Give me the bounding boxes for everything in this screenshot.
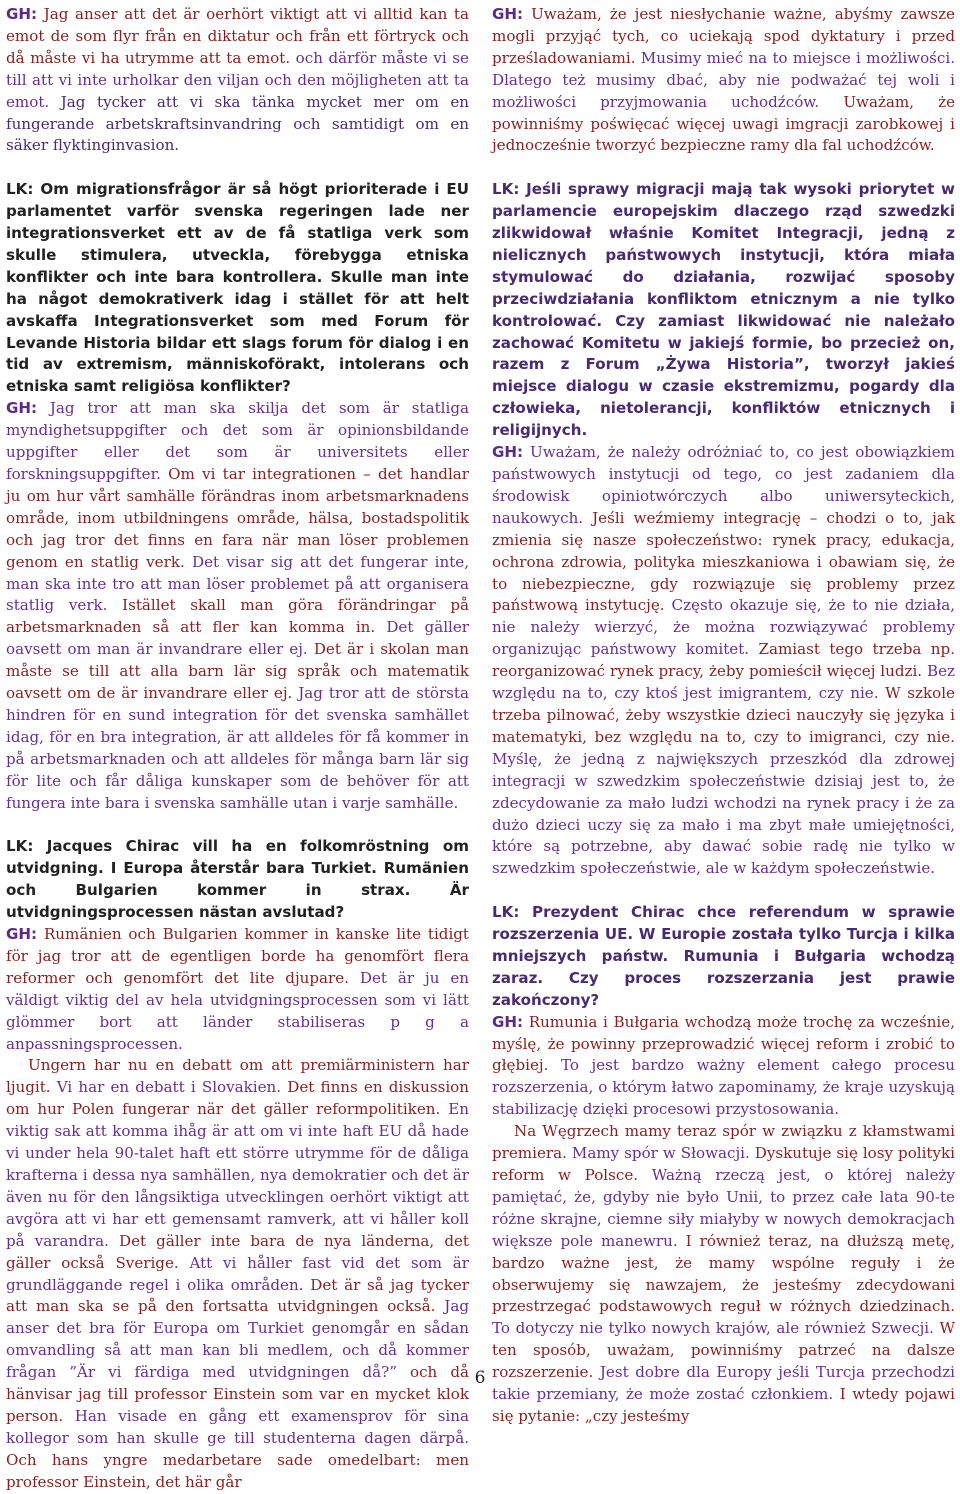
pl-paragraph [492,902,955,1012]
text-run: och då hänvisar jag till professor Einstein som var en mycket klok person. [6,1363,469,1425]
speaker-label-gh: GH: [6,5,38,23]
text-run: En viktig sak att komma ihåg är att om vi inte haft EU då hade vi under hela 90-talet haft ett större utrymme för de dåliga krafterna i dessa nya samhällen, nya demokratier och det är även nu för den långsiktiga utvecklingen oerhört viktigt att avgöra att vi har ett gemensamt ramverk, att vi håller koll på varandra. [6,1100,469,1250]
pl-paragraph [492,4,955,157]
text-run: Att vi håller fast vid det som är grundläggande regel i olika områden. [6,1253,469,1294]
sv-paragraph [6,1055,469,1493]
text-run: Uważam, że jest niesłychanie ważne, abyśmy zawsze mogli przyjąć tych, co uciekają spod dyktatury i przed prześladowaniami. [492,5,955,67]
text-run: Na Węgrzech mamy teraz spór w związku z kłamstwami premiera. [492,1122,955,1163]
right-column-polish [492,4,955,1428]
text-run: Det gäller inte bara de nya länderna, det gäller också Sverige. [6,1231,469,1272]
sv-paragraph [6,924,469,1055]
sv-paragraph [6,398,469,814]
text-run: I wtedy pojawi się pytanie: „czy jesteśmy [492,1385,956,1425]
text-run: Det visar sig att det fungerar inte, man ska inte tro att man löser problemet på att organisera statlig verk. [6,552,470,615]
text-run: Istället skall man göra förändringar på arbetsmarknaden så att fler kan komma in. [6,596,469,637]
text-run: Det gäller oavsett om man är invandrare eller ej. [6,618,469,659]
page-number: 6 [474,1368,486,1388]
text-run: Uważam, że powinniśmy poświęcać więcej uwagi imgracji zarobkowej i jednocześnie tworzyć bezpieczne ramy dla fal uchodźców. [492,92,955,155]
text-run: Det är så jag tycker att man ska se på den fortsatta utvidgningen också. [6,1275,469,1316]
sv-paragraph [6,179,469,398]
text-run: Uważam, że należy odróżniać to, co jest obowiązkiem państwowych instytucji od tego, co jest zadaniem dla środowisk opiniotwórczych albo uniwersyteckich, naukowych. [492,443,955,527]
speaker-label-gh: GH: [6,399,38,418]
text-run: Vi har en debatt i Slovakien. [56,1078,288,1097]
text-run: I również teraz, na dłuższą metę, bardzo ważne jest, że mamy wspólne reguły i że obserwujemy się nawzajem, że jesteśmy zdecydowani przestrzegać podstawowych reguł w różnych dziedzinach. [492,1231,955,1316]
text-run: To dotyczy nie tylko nowych krajów, ale również Szwecji. [492,1319,940,1338]
pl-paragraph [492,442,955,880]
text-run: Jag tror att man ska skilja det som är statliga myndighetsuppgifter och det som är opinionsbildande uppgifter eller det som är universitets eller forskningsuppgifter. [6,399,469,484]
pl-paragraph [492,179,955,442]
text-run: Han visade en gång ett examensprov för sina kollegor som han skulle ge till studenterna dagen därpå. [6,1406,469,1447]
text-run: Jest dobre dla Europy jeśli Turcja przechodzi takie przemiany, że może zostać członkiem. [492,1363,955,1404]
text-run: Często okazuje się, że to nie działa, nie należy wierzyć, że można rozwiązywać problemy organizując państwowy komitet. [492,596,955,659]
text-run: Ungern har nu en debatt om att premiärministern har ljugit. [6,1056,469,1097]
interviewer-question: LK: Jeśli sprawy migracji mają tak wysoki priorytet w parlamencie europejskim dlaczego rząd szwedzki zlikwidował właśnie Komitet Integracji, jedną z nielicznych państwowych instytucji, która miała stymulować do działania, rozwijać sposoby przeciwdziałania konfliktom etnicznym a nie tylko kontrolować. Czy zamiast likwidować nie należało zachować Komitetu w jakiejś formie, bo przecież on, razem z Forum „Żywa Historia”, tworzył jakieś miejsce dialogu w czasie ekstremizmu, pogardy dla człowieka, nietolerancji, konfliktów etnicznych i religijnych. [492,180,955,440]
text-run: Jag anser att det är oerhört viktigt att vi alltid kan ta emot de som flyr från en diktatur och från ett förtryck och då måste vi ha utrymme att ta emot. [6,5,469,67]
text-run: Musimy mieć na to miejsce i możliwości. Dlatego też musimy dbać, aby nie podważać tej woli i możliwości przyjmowania uchodźców. [492,48,955,111]
text-run: Jag tycker att vi ska tänka mycket mer om en fungerande arbetskraftsinvandring och samtidigt om en säker flyktinginvasion. [6,92,469,155]
text-run: Jeśli weźmiemy integrację – chodzi o to, jak zmienia się nasze społeczeństwo: rynek pracy, edukacja, ochrona zdrowia, polityka mieszkaniowa i obawiam się, że to niebezpieczne, gdy rozwiązuje się problemy przez państwową instytucję. [492,508,955,615]
text-run: Jag anser det bra för Europa om Turkiet genomgår en sådan omvandling så att man kan bli medlem, och då kommer frågan ”Är vi färdiga med utvidgningen då?” [6,1297,469,1382]
text-run: Zamiast tego trzeba np. reorganizować rynek pracy, żeby pomieścił więcej ludzi. [492,640,955,681]
text-run: Om vi tar integrationen – det handlar ju om hur vårt samhälle förändras inom arbetsmarknadens område, inom utbildningens område, hälsa, bostadspolitik och jag tror det finns en fara när man löser problemen genom en statlig verk. [6,465,469,571]
text-run: Det är ju en väldigt viktig del av hela utvidgningsprocessen som vi lätt glömmer bort att länder stabiliseras p g a anpassningsprocessen. [6,968,469,1053]
sv-paragraph [6,4,469,157]
text-run: Det är i skolan man måste se till att alla barn lär sig språk och matematik oavsett om de är invandrare eller ej. [6,640,469,703]
text-run: Det finns en diskussion om hur Polen fungerar när det gäller reformpolitiken. [6,1078,469,1119]
text-run: Ważną rzeczą jest, o której należy pamiętać, że, gdyby nie było Unii, to przez całe lata 90-te różne skrajne, ciemne siły miałyby w nowych demokracjach większe pole manewru. [492,1166,955,1250]
text-run: Mamy spór w Słowacji. [571,1144,755,1163]
left-column-swedish [6,4,469,1494]
text-run: To jest bardzo ważny element całego procesu rozszerzenia, o którym łatwo zapominamy, że kraje uzyskują stabilizację dzięki procesowi przystosowania. [492,1056,955,1119]
speaker-label-gh: GH: [492,443,524,462]
text-run: Rumänien och Bulgarien kommer in kanske lite tidigt för jag tror att de egentligen borde ha genomfört flera reformer och genomfört det lite djupare. [6,925,469,987]
text-run: Jag tror att de största hindren för en sund integration för det svenska samhället idag, för en bra integration, är att alldeles för få kommer in på arbetsmarknaden och att alldeles för många barn lär sig för lite och får dåliga kunskaper som de behöver för att fungera inte bara i svenska samhälle utan i varje samhälle. [6,684,469,812]
interviewer-question: LK: Jacques Chirac vill ha en folkomröstning om utvidgning. I Europa återstår bara Turkiet. Rumänien och Bulgarien kommer in strax. Är utvidgningsprocessen nästan avslutad? [6,837,469,922]
interviewer-question: LK: Om migrationsfrågor är så högt prioriterade i EU parlamentet varför svenska regeringen lade ner integrationsverket ett av de få statliga verk som skulle stimulera, utveckla, förebygga etniska konflikter och inte bara kontrollera. Skulle man inte ha något demokrativerk idag i stället för att helt avskaffa Integrationsverket som med Forum för Levande Historia bildar ett slags forum för dialog i en tid av extremism, människoförakt, intolerans och etniska samt religiösa konflikter? [6,180,469,396]
text-run: Och hans yngre medarbetare sade omedelbart: men professor Einstein, det här går [6,1450,469,1491]
speaker-label-gh: GH: [492,1012,524,1031]
text-run: och därför måste vi se till att vi inte urholkar den viljan och den möjligheten att ta emot. [6,48,469,111]
text-run: W szkole trzeba pilnować, żeby wszystkie dzieci nauczyły się języka i matematyki, bez względu na to, czy to imigranci, czy nie. [492,684,955,746]
speaker-label-gh: GH: [6,925,38,944]
speaker-label-gh: GH: [492,5,524,23]
text-run: Bez względu na to, czy ktoś jest imigrantem, czy nie. [492,662,955,703]
text-run: W ten sposób, uważam, powinniśmy patrzeć na dalsze rozszerzenie. [492,1319,955,1382]
interviewer-question: LK: Prezydent Chirac chce referendum w sprawie rozszerzenia UE. W Europie została tylko Turcja i kilka mniejszych państw. Rumunia i Bułgaria wchodzą zaraz. Czy proces rozszerzania jest prawie zakończony? [492,903,955,1009]
text-run: Myślę, że jedną z największych przeszkód dla zdrowej integracji w szwedzkim społeczeństwie dzisiaj jest to, że zdecydowanie za mało ludzi wchodzi na rynek pracy i że za dużo dzieci uczy się za mało i ma zbyt małe umiejętności, które są potrzebne, aby dawać sobie radę nie tylko w szwedzkim społeczeństwie, ale w każdym społeczeństwie. [492,749,955,878]
text-run: Rumunia i Bułgaria wchodzą może trochę za wcześnie, myślę, że powinny przeprowadzić więcej reform i zrobić to głębiej. [492,1012,955,1075]
sv-paragraph [6,836,469,924]
pl-paragraph [492,1012,955,1122]
text-run: Dyskutuje się losy polityki reform w Polsce. [492,1144,955,1184]
